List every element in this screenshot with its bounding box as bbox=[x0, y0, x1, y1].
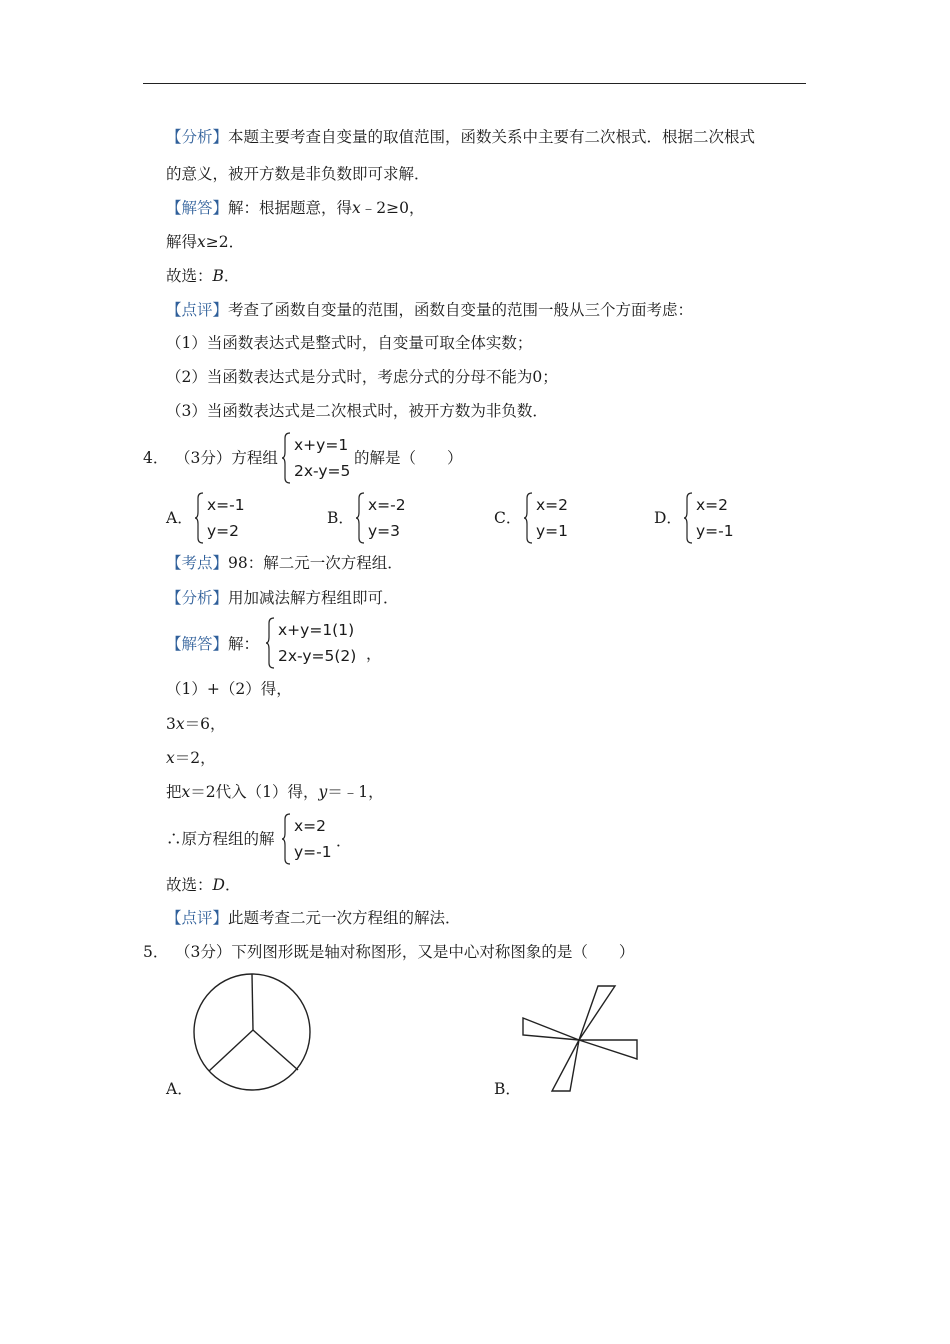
step-1: （1）+（2）得， bbox=[166, 680, 292, 698]
sys-rows bbox=[294, 813, 332, 865]
comment-item-3: （3）当函数表达式是二次根式时，被开方数为非负数． bbox=[166, 402, 548, 420]
analysis-paragraph bbox=[166, 127, 755, 147]
result-pre: 解得 bbox=[166, 233, 198, 251]
q4-answer-lead bbox=[166, 634, 259, 654]
q4-suffix: 的解是（ ） bbox=[354, 449, 463, 467]
q4-equation-system bbox=[282, 432, 354, 484]
step-2-post: ＝6， bbox=[184, 715, 226, 733]
step-5-pre: ∴原方程组的解 bbox=[166, 830, 275, 848]
sys-row-2: 2x-y=5 bbox=[294, 462, 351, 480]
option-a-label: A． bbox=[166, 509, 193, 527]
step-2-num: 3 bbox=[166, 715, 176, 733]
var-x: x bbox=[181, 783, 191, 801]
kaodian-tag: 【考点】 bbox=[166, 554, 229, 572]
sys-row-2: 2x-y=5(2) bbox=[278, 647, 357, 665]
choice-letter: B bbox=[212, 267, 224, 285]
answer-text: 解：根据题意，得 bbox=[228, 199, 353, 217]
choice-post: ． bbox=[224, 876, 241, 894]
pinwheel-figure bbox=[518, 983, 642, 1095]
var-x: x bbox=[352, 199, 361, 217]
comment-item-2: （2）当函数表达式是分式时，考虑分式的分母不能为0； bbox=[166, 368, 558, 386]
q4-score: （3分）方程组 bbox=[175, 449, 278, 467]
comment-tag: 【点评】 bbox=[166, 301, 229, 319]
step-4-mid: ＝2代入（1）得， bbox=[190, 783, 319, 801]
sys-row-1: x=2 bbox=[294, 817, 327, 835]
sys-row-1: x=-2 bbox=[368, 496, 406, 514]
sys-row-1: x=2 bbox=[696, 496, 729, 514]
q4-comment bbox=[166, 908, 461, 928]
option-d-label: D． bbox=[654, 509, 682, 527]
answer-choice bbox=[166, 266, 239, 286]
q4-choice bbox=[166, 875, 240, 895]
left-brace-icon bbox=[195, 492, 205, 544]
choice-pre: 故选： bbox=[166, 267, 213, 285]
left-brace-icon bbox=[282, 813, 292, 865]
sys-row-2: y=-1 bbox=[294, 843, 332, 861]
choice-letter: D bbox=[212, 876, 225, 894]
answer-tag: 【解答】 bbox=[166, 635, 229, 653]
answer-paragraph bbox=[166, 198, 425, 218]
comment-tag: 【点评】 bbox=[166, 909, 229, 927]
option-c-system bbox=[524, 492, 584, 544]
q5-option-b-label: B． bbox=[494, 1080, 521, 1098]
q5-number: 5． bbox=[143, 943, 169, 961]
answer-ineq: ﹣2≥0， bbox=[360, 199, 425, 217]
sys-rows bbox=[278, 617, 356, 669]
answer-result bbox=[166, 232, 244, 252]
var-x: x bbox=[197, 233, 206, 251]
q4-analysis-paragraph bbox=[166, 588, 399, 608]
analysis-tag: 【分析】 bbox=[166, 589, 229, 607]
left-brace-icon bbox=[266, 617, 276, 669]
header-rule bbox=[143, 83, 806, 84]
option-c-label: C． bbox=[494, 509, 522, 527]
sys-row-2: y=2 bbox=[207, 522, 240, 540]
step-4 bbox=[166, 782, 384, 802]
circle-three-sectors-figure bbox=[190, 971, 314, 1095]
left-brace-icon bbox=[524, 492, 534, 544]
solution-system bbox=[282, 813, 342, 865]
analysis-paragraph-cont: 的意义，被开方数是非负数即可求解． bbox=[166, 165, 430, 183]
choice-pre: 故选： bbox=[166, 876, 213, 894]
option-b-label: B． bbox=[327, 509, 354, 527]
q5-option-a-label: A． bbox=[166, 1080, 193, 1098]
var-x: x bbox=[175, 715, 185, 733]
left-brace-icon bbox=[684, 492, 694, 544]
result-post: ≥2． bbox=[205, 233, 245, 251]
sys-row-2: y=3 bbox=[368, 522, 401, 540]
sys-row-2: y=1 bbox=[536, 522, 569, 540]
var-y: y bbox=[318, 783, 328, 801]
choice-post: ． bbox=[223, 267, 240, 285]
sys-rows bbox=[536, 492, 568, 544]
analysis-text: 用加减法解方程组即可． bbox=[228, 589, 399, 607]
q4-number: 4． bbox=[143, 449, 169, 467]
step-5-post: ． bbox=[336, 832, 352, 850]
option-b-system bbox=[356, 492, 416, 544]
analysis-tag: 【分析】 bbox=[166, 128, 229, 146]
step-4-post: ＝﹣1， bbox=[327, 783, 384, 801]
sys-row-1: x+y=1 bbox=[294, 436, 349, 454]
option-a-system bbox=[195, 492, 255, 544]
step-2 bbox=[166, 714, 226, 734]
step-3-post: ＝2， bbox=[174, 749, 216, 767]
comment-text: 考查了函数自变量的范围，函数自变量的范围一般从三个方面考虑： bbox=[228, 301, 694, 319]
comment-paragraph bbox=[166, 300, 693, 320]
left-brace-icon bbox=[282, 432, 292, 484]
sys-row-1: x=-1 bbox=[207, 496, 245, 514]
sys-rows bbox=[368, 492, 406, 544]
answer-tag: 【解答】 bbox=[166, 199, 229, 217]
kaodian-text: 98：解二元一次方程组． bbox=[228, 554, 403, 572]
comment-item-1: （1）当函数表达式是整式时，自变量可取全体实数； bbox=[166, 334, 533, 352]
sys-rows bbox=[294, 432, 350, 484]
option-d-system bbox=[684, 492, 744, 544]
answer-comma: ， bbox=[366, 645, 382, 663]
sys-row-1: x=2 bbox=[536, 496, 569, 514]
var-x: x bbox=[166, 749, 175, 767]
left-brace-icon bbox=[356, 492, 366, 544]
answer-pre: 解： bbox=[228, 635, 260, 653]
kaodian-paragraph bbox=[166, 553, 403, 573]
sys-row-1: x+y=1(1) bbox=[278, 621, 355, 639]
q4-answer-system bbox=[266, 617, 376, 669]
comment-text: 此题考查二元一次方程组的解法． bbox=[228, 909, 461, 927]
sys-rows bbox=[207, 492, 245, 544]
q5-text: （3分）下列图形既是轴对称图形，又是中心对称图象的是（ ） bbox=[175, 943, 635, 961]
step-3 bbox=[166, 748, 216, 768]
sys-row-2: y=-1 bbox=[696, 522, 734, 540]
sys-rows bbox=[696, 492, 734, 544]
analysis-text: 本题主要考查自变量的取值范围，函数关系中主要有二次根式．根据二次根式 bbox=[228, 128, 756, 146]
step-4-pre: 把 bbox=[166, 783, 182, 801]
